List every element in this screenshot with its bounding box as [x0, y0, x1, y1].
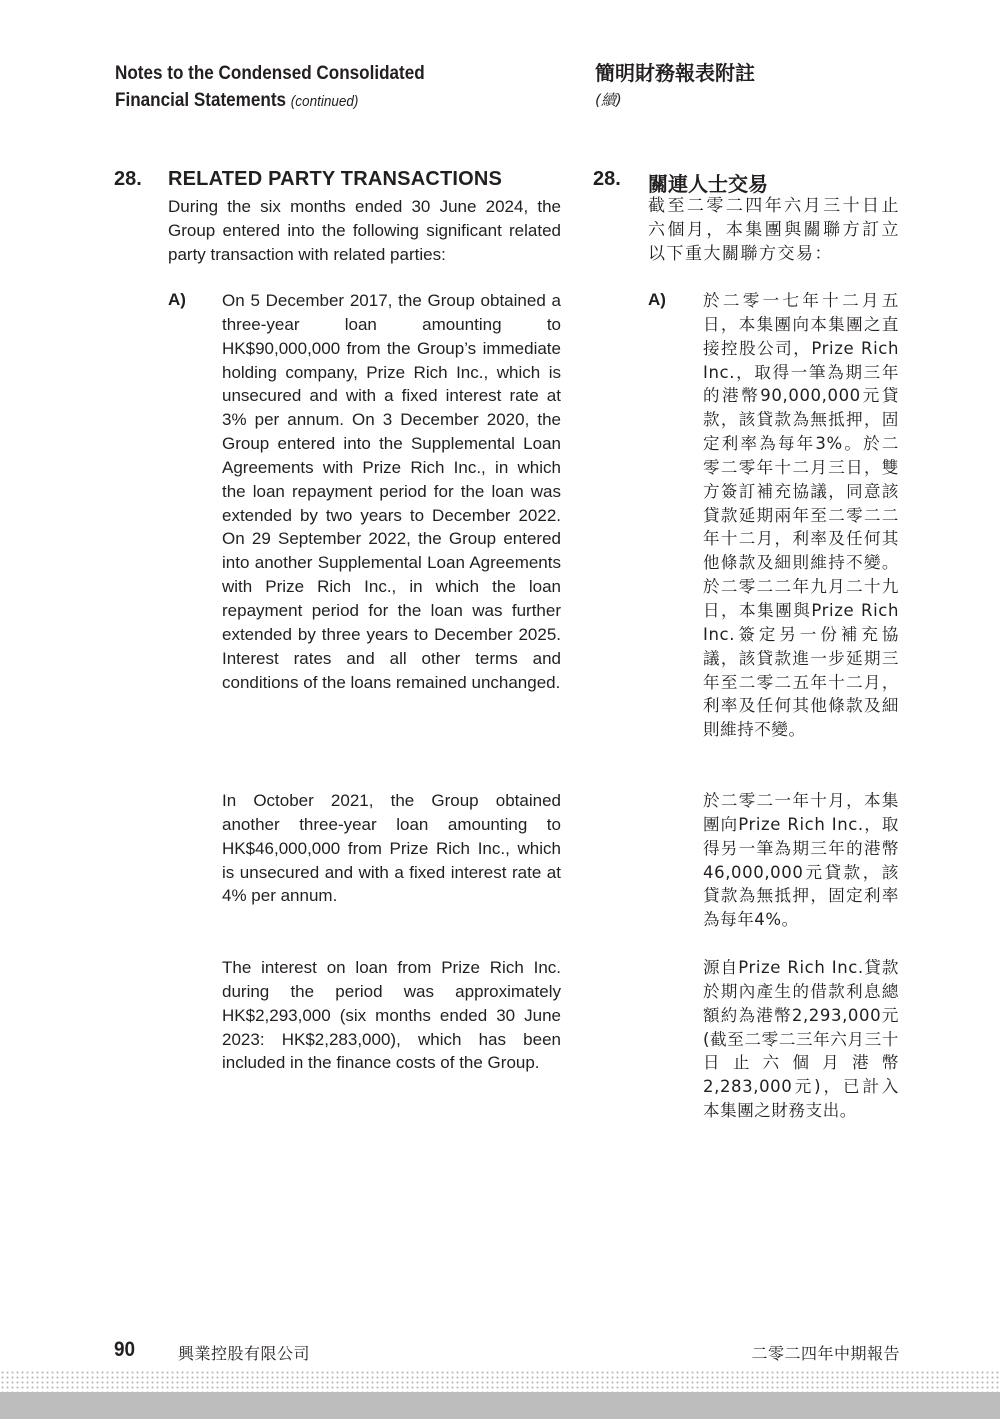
footer-report-name: 二零二四年中期報告 — [751, 1344, 900, 1363]
item-a-paragraph-3-zh: 源自Prize Rich Inc.貸款於期內產生的借款利息總額約為港幣2,293,000元(截至二零二三年六月三十日止六個月港幣2,283,000元)，已計入本集團之財務支出。 — [703, 958, 899, 1121]
header-title-line1: Notes to the Condensed Consolidated — [115, 63, 425, 84]
footer-gray-bar — [0, 1392, 1000, 1419]
section-number-zh: 28. — [593, 168, 621, 190]
header-title-line2-wrap — [115, 87, 493, 115]
item-label-zh: A) — [648, 290, 666, 309]
footer-company-name: 興業控股有限公司 — [178, 1344, 311, 1363]
section-title-zh: 關連人士交易 — [648, 172, 768, 196]
section-intro-en: During the six months ended 30 June 2024, the Group entered into the following significant related party transaction with related parties: — [168, 197, 561, 264]
item-a-paragraph-3-en: The interest on loan from Prize Rich Inc. during the period was approximately HK$2,293,000 (six months ended 30 June 2023: HK$2,283,000), which has been included in the finance costs of the Group. — [222, 958, 561, 1073]
header-continued-zh: (續) — [595, 91, 622, 109]
item-a-paragraph-2-zh: 於二零二一年十月，本集團向Prize Rich Inc.，取得另一筆為期三年的港幣46,000,000元貸款，該貸款為無抵押，固定利率為每年4%。 — [703, 791, 899, 930]
section-intro-zh: 截至二零二四年六月三十日止六個月，本集團與關聯方訂立以下重大關聯方交易： — [648, 196, 900, 264]
item-a-paragraph-2-en: In October 2021, the Group obtained another three-year loan amounting to HK$46,000,000 from Prize Rich Inc., which is unsecured and with a fixed interest rate at 4% per annum. — [222, 791, 561, 906]
section-title-en: RELATED PARTY TRANSACTIONS — [168, 168, 503, 190]
item-a-paragraph-1-zh: 於二零一七年十二月五日，本集團向本集團之直接控股公司，Prize Rich Inc.，取得一筆為期三年的港幣90,000,000元貸款，該貸款為無抵押，固定利率為每年3%。於二零二零年十二月三日，雙方簽訂補充協議，同意該貸款延期兩年至二零二二年十二月，利率及任何其他條款及細則維持不變。於二零二二年九月二十九日，本集團與Prize Rich Inc.簽定另一份補充協議，該貸款進一步延期三年至二零二五年十二月，利率及任何其他條款及細則維持不變。 — [703, 291, 899, 740]
page-header-en — [115, 60, 493, 115]
header-title-zh: 簡明財務報表附註 — [595, 61, 755, 85]
page-number: 90 — [114, 1338, 136, 1361]
item-label-en: A) — [168, 290, 186, 309]
header-title-line2: Financial Statements — [115, 90, 287, 111]
item-a-paragraph-1-en: On 5 December 2017, the Group obtained a three-year loan amounting to HK$90,000,000 from the Group’s immediate holding company, Prize Rich Inc., which is unsecured and with a fixed interest rate at 3% per annum. On 3 December 2020, the Group entered into the Supplemental Loan Agreements with Prize Rich Inc., in which the loan repayment period for the loan was extended by two years to December 2022. On 29 September 2022, the Group entered into another Supplemental Loan Agreements with Prize Rich Inc., in which the loan repayment period for the loan was further extended by three years to December 2025. Interest rates and all other terms and conditions of the loans remained unchanged. — [222, 291, 561, 692]
footer-dot-pattern — [0, 1370, 1000, 1392]
header-continued-en: (continued) — [290, 93, 359, 110]
page-header-zh — [595, 60, 915, 114]
section-number-en: 28. — [114, 168, 142, 190]
